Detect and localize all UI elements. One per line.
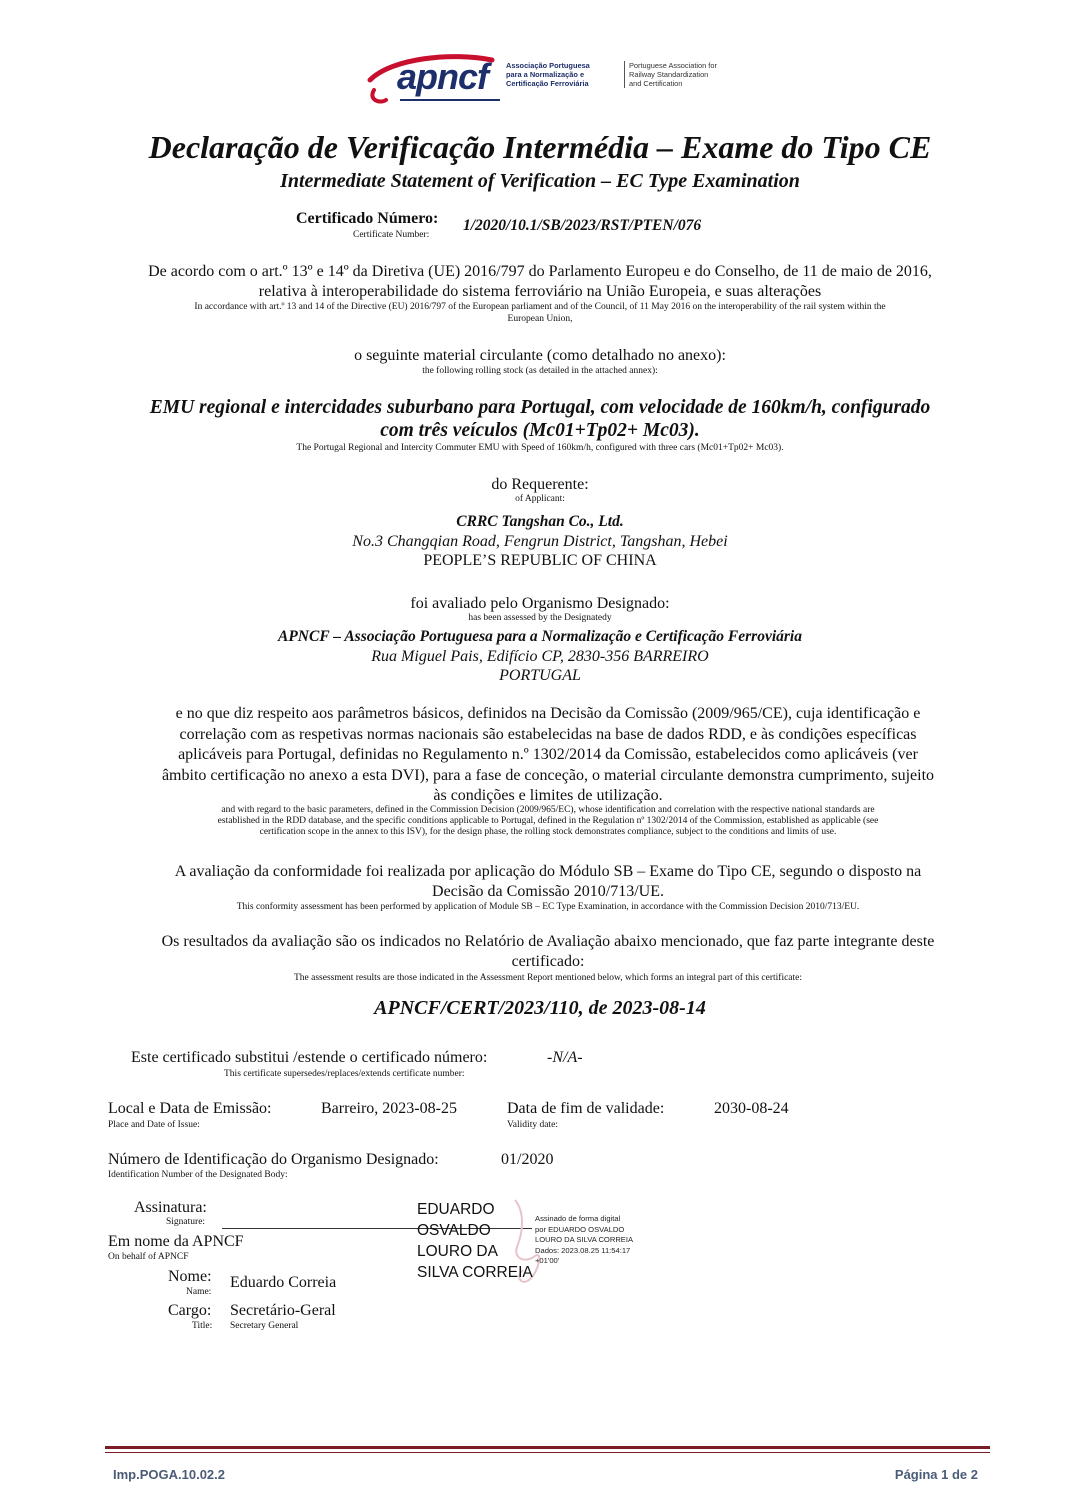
certificate-number: 1/2020/10.1/SB/2023/RST/PTEN/076	[463, 217, 702, 234]
footer-divider	[105, 1446, 990, 1449]
digital-signature-details: Assinado de forma digital por EDUARDO OSVALDO LOURO DA SILVA CORREIA Dados: 2023.08.25 11:54:17 +01'00'	[535, 1214, 634, 1265]
directive-line-1: De acordo com o art.º 13º e 14º da Diretiva (UE) 2016/797 do Parlamento Europeu e do Conselho, de 11 de maio de 2016,	[148, 263, 932, 280]
rolling-stock-description-en: The Portugal Regional and Intercity Commuter EMU with Speed of 160km/h, configured with three cars (Mc01+Tp02+ Mc03).	[296, 443, 784, 453]
body-id-label: Número de Identificação do Organismo Designado:	[108, 1151, 439, 1168]
applicant-address: No.3 Changqian Road, Fengrun District, Tangshan, Hebei	[352, 533, 728, 550]
footer-form-code: Imp.POGA.10.02.2	[113, 1467, 225, 1482]
logo-subtitle-pt: Associação Portuguesa para a Normalização e Certificação Ferroviária	[506, 61, 590, 88]
assessor-label: foi avaliado pelo Organismo Designado:	[410, 595, 670, 612]
role-label: Cargo:	[168, 1302, 212, 1319]
page-title: Declaração de Verificação Intermédia – Exame do Tipo CE	[148, 129, 932, 165]
conformity-text-en: This conformity assessment has been performed by application of Module SB – EC Type Examination, in accordance with the Commission Decision 2010/713/EU.	[236, 902, 860, 912]
on-behalf-label: Em nome da APNCF	[108, 1233, 244, 1250]
footer-divider-thin	[105, 1452, 990, 1453]
supersedes-value: -N/A-	[547, 1049, 583, 1066]
signature-label-en: Signature:	[166, 1217, 206, 1227]
name-label-en: Name:	[186, 1287, 212, 1297]
signer-name: Eduardo Correia	[230, 1274, 337, 1291]
certificate-label-pt: Certificado Número:	[296, 210, 439, 227]
assessment-report-reference: APNCF/CERT/2023/110, de 2023-08-14	[374, 997, 706, 1019]
rolling-stock-label: o seguinte material circulante (como detalhado no anexo):	[354, 347, 726, 364]
body-id-value: 01/2020	[501, 1151, 554, 1168]
name-label: Nome:	[168, 1268, 212, 1285]
conformity-text: A avaliação da conformidade foi realizada por aplicação do Módulo SB – Exame do Tipo CE, segundo o disposto na Decisão da Comissão 2010/713/UE.	[174, 863, 922, 900]
signature-label: Assinatura:	[134, 1199, 207, 1216]
results-text-en: The assessment results are those indicated in the Assessment Report mentioned below, which forms an integral part of this certificate:	[293, 973, 803, 983]
body-id-label-en: Identification Number of the Designated Body:	[108, 1170, 288, 1180]
directive-line-2: relativa à interoperabilidade do sistema ferroviário na União Europeia, e suas alterações	[258, 283, 822, 300]
issue-label-en: Place and Date of Issue:	[108, 1120, 200, 1130]
role-label-en: Title:	[192, 1321, 213, 1331]
digital-signer-name: EDUARDO OSVALDO LOURO DA SILVA CORREIA	[417, 1201, 533, 1281]
rolling-stock-description: EMU regional e intercidades suburbano para Portugal, com velocidade de 160km/h, configurado com três veículos (Mc01+Tp02+ Mc03).	[149, 397, 931, 441]
assessor-country: PORTUGAL	[499, 667, 581, 684]
issue-value: Barreiro, 2023-08-25	[321, 1100, 457, 1117]
applicant-country: PEOPLE’S REPUBLIC OF CHINA	[423, 552, 657, 569]
assessor-label-en: has been assessed by the Designatedy	[468, 613, 612, 623]
footer-page-number: Página 1 de 2	[894, 1467, 978, 1482]
directive-en-2: European Union,	[507, 314, 573, 324]
validity-label-en: Validity date:	[507, 1120, 558, 1130]
applicant-label: do Requerente:	[491, 476, 589, 493]
assessor-address: Rua Miguel Pais, Edifício CP, 2830-356 BARREIRO	[371, 648, 709, 665]
logo-subtitle-en: Portuguese Association for Railway Standardization and Certification	[624, 61, 729, 88]
apncf-logo	[362, 50, 722, 110]
certificate-label-en: Certificate Number:	[353, 230, 430, 240]
supersedes-label-en: This certificate supersedes/replaces/extends certificate number:	[224, 1069, 465, 1079]
directive-en-1: In accordance with art.º 13 and 14 of the Directive (EU) 2016/797 of the European parliament and of the Council, of 11 May 2016 on the interoperability of the rail system within the	[194, 302, 886, 312]
logo-wordmark: apncf	[397, 56, 489, 97]
parameters-text-en: and with regard to the basic parameters, defined in the Commission Decision (2009/965/EC), whose identification and correlation with the respective national standards are established in the RDD database, and the specific conditions applicable to Portugal, defined in the Regulation nº 1302/2014 of the Commission, established as applicable (see certification scope in the annex to this ISV), for the design phase, the rolling stock demonstrates compliance, subject to the conditions and limits of use.	[217, 805, 879, 837]
assessor-name: APNCF – Associação Portuguesa para a Normalização e Certificação Ferroviária	[278, 628, 802, 645]
validity-label: Data de fim de validade:	[507, 1100, 665, 1117]
page-subtitle: Intermediate Statement of Verification – EC Type Examination	[280, 170, 800, 192]
applicant-name: CRRC Tangshan Co., Ltd.	[456, 513, 624, 530]
results-text: Os resultados da avaliação são os indicados no Relatório de Avaliação abaixo mencionado, que faz parte integrante deste certificado:	[161, 933, 935, 970]
supersedes-label: Este certificado substitui /estende o certificado número:	[131, 1049, 488, 1066]
applicant-label-en: of Applicant:	[515, 494, 565, 504]
signer-role-en: Secretary General	[230, 1321, 299, 1331]
signer-role: Secretário-Geral	[230, 1302, 336, 1319]
issue-label: Local e Data de Emissão:	[108, 1100, 272, 1117]
validity-value: 2030-08-24	[714, 1100, 789, 1117]
rolling-stock-label-en: the following rolling stock (as detailed in the attached annex):	[422, 366, 658, 376]
parameters-text: e no que diz respeito aos parâmetros básicos, definidos na Decisão da Comissão (2009/965/CE), cuja identificação e correlação com as respetivas normas nacionais são estabelecidas na base de dados RDD, e às condições específicas aplicáveis para Portugal, definidas no Regulamento n.º 1302/2014 da Comissão, estabelecidos como aplicáveis (ver âmbito certificação no anexo a esta DVI), para a fase de conceção, o material circulante demonstra cumprimento, sujeito às condições e limites de utilização.	[161, 705, 935, 804]
on-behalf-label-en: On behalf of APNCF	[108, 1252, 189, 1262]
